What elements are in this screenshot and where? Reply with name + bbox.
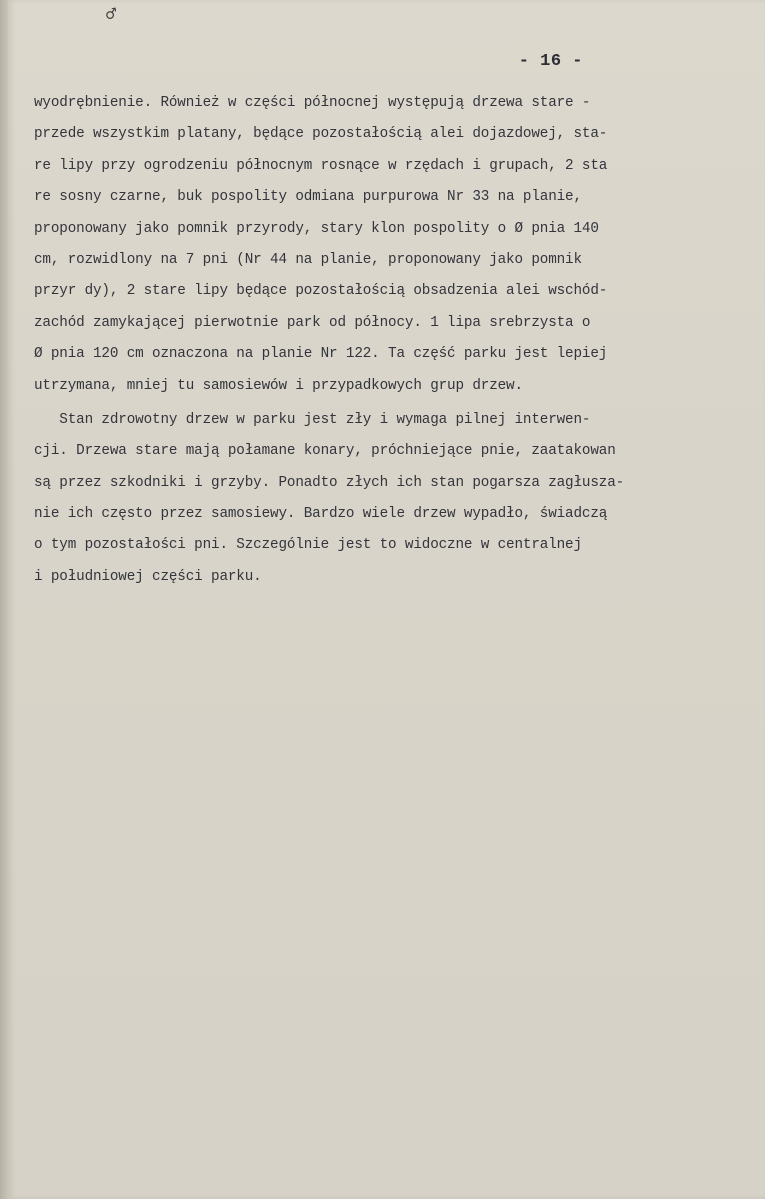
text-line: re lipy przy ogrodzeniu północnym rosnące w rzędach i grupach, 2 sta (34, 157, 608, 174)
text-line: nie ich często przez samosiewy. Bardzo wiele drzew wypadło, świadczą (34, 506, 608, 523)
text-line: przede wszystkim platany, będące pozostałością alei dojazdowej, sta- (34, 126, 608, 143)
text-line: o tym pozostałości pni. Szczególnie jest to widoczne w centralnej (34, 537, 582, 554)
text-line: i południowej części parku. (34, 568, 262, 585)
text-line: utrzymana, mniej tu samosiewów i przypadkowych grup drzew. (34, 377, 523, 394)
page-edge (0, 0, 8, 1199)
document-body (34, 88, 765, 593)
document-page (8, 0, 765, 1199)
text-line: wyodrębnienie. Również w części północnej występują drzewa stare - (34, 95, 591, 111)
corner-mark: ♂ (104, 3, 119, 26)
text-line: cm, rozwidlony na 7 pni (Nr 44 na planie, proponowany jako pomnik (34, 251, 582, 268)
page-number: - 16 - (518, 52, 583, 71)
paragraph-2 (34, 405, 765, 593)
text-line: Ø pnia 120 cm oznaczona na planie Nr 122. Ta część parku jest lepiej (34, 346, 608, 363)
text-line: zachód zamykającej pierwotnie park od północy. 1 lipa srebrzysta o (34, 314, 591, 331)
text-line: re sosny czarne, buk pospolity odmiana purpurowa Nr 33 na planie, (34, 189, 582, 206)
text-line: są przez szkodniki i grzyby. Ponadto złych ich stan pogarsza zagłusza- (34, 474, 625, 491)
text-line: przyr dy), 2 stare lipy będące pozostałością obsadzenia alei wschód- (34, 283, 608, 300)
text-line: cji. Drzewa stare mają połamane konary, próchniejące pnie, zaatakowan (34, 443, 616, 460)
paragraph-1 (34, 88, 765, 402)
text-line: proponowany jako pomnik przyrody, stary klon pospolity o Ø pnia 140 (34, 220, 599, 237)
text-line: Stan zdrowotny drzew w parku jest zły i wymaga pilnej interwen- (34, 411, 591, 428)
